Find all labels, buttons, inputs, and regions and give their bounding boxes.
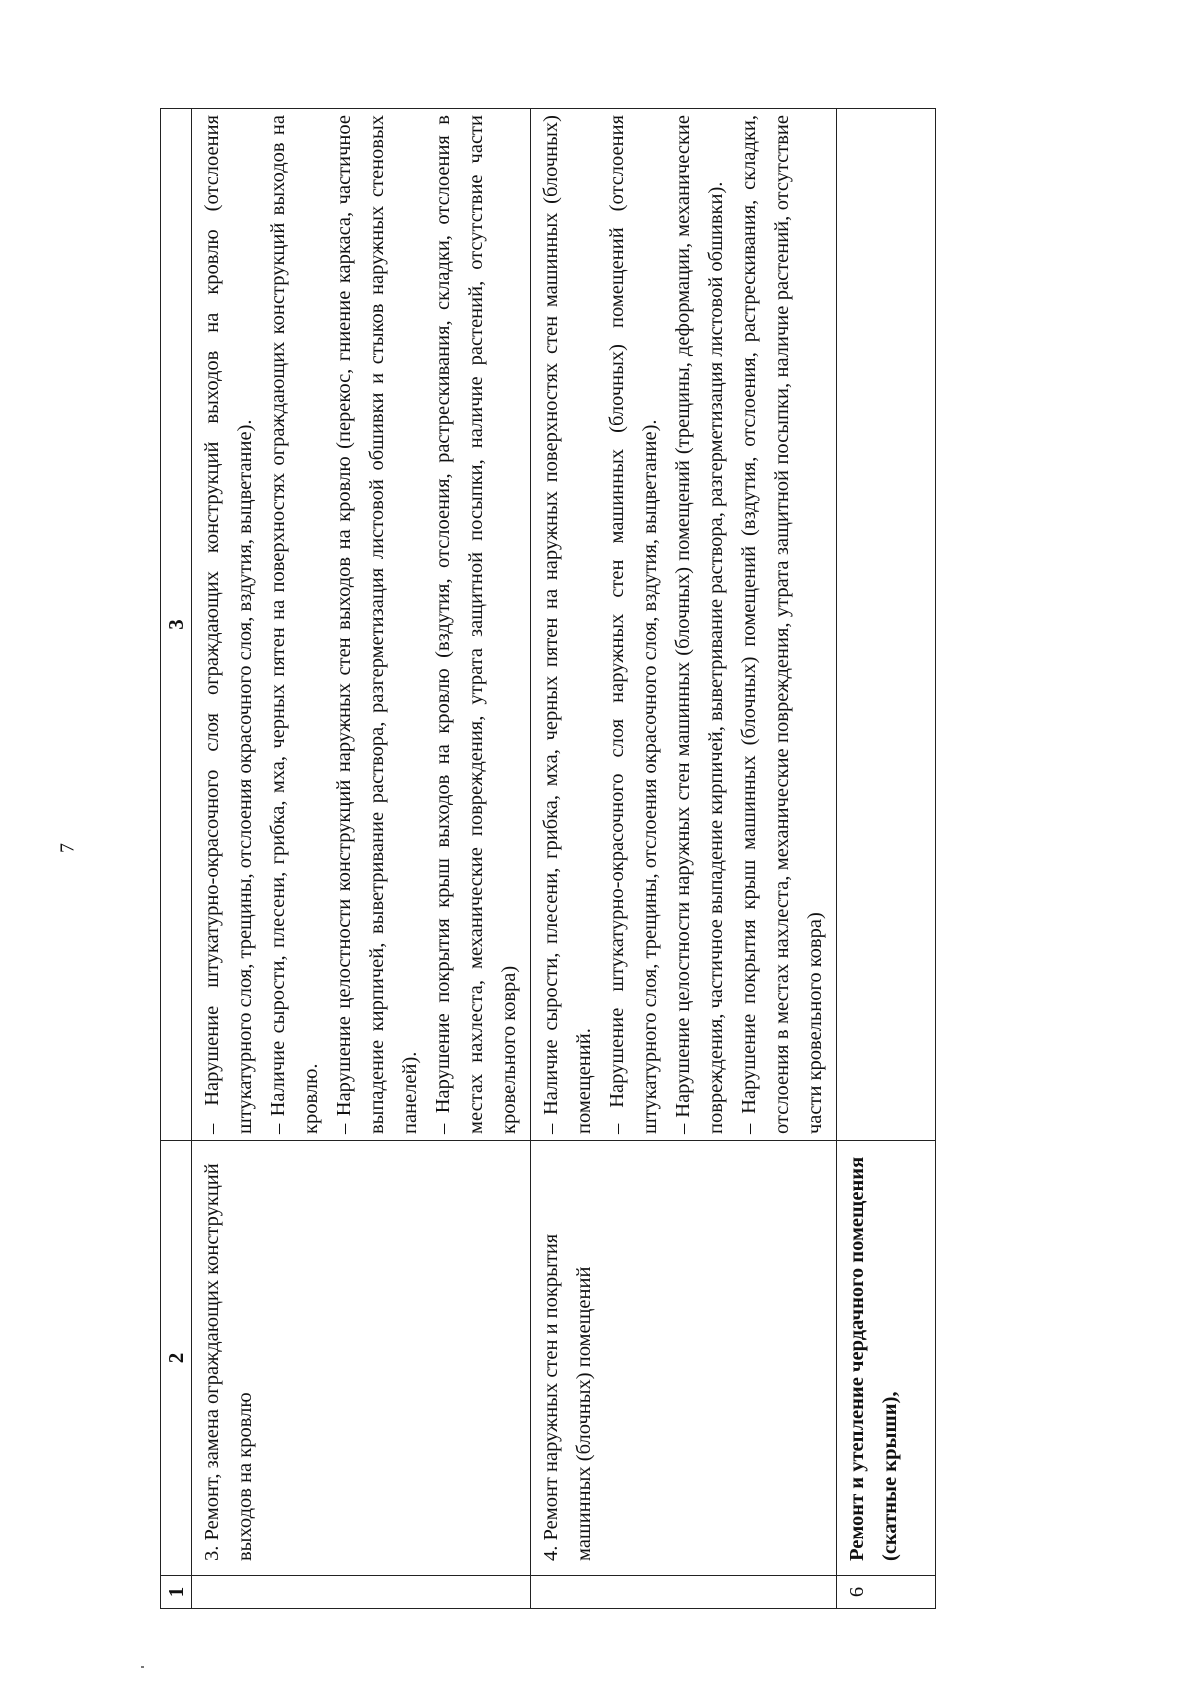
defects-cell (531, 109, 837, 1141)
section-title: Ремонт и утепление чердачного помещения (скатные крыши), (837, 1141, 936, 1576)
defect-item: – Наличие сырости, плесени, грибка, мха, черных пятен на наружных поверхностях стен машинных (блочных) помещений. (540, 115, 595, 1134)
scan-speck (141, 1666, 144, 1668)
header-col-2: 2 (161, 1141, 192, 1576)
defect-item: – Наличие сырости, плесени, грибка, мха, черных пятен на поверхностях ограждающих конструкций выходов на кровлю. (267, 115, 322, 1134)
defect-item: – Нарушение штукатурно-окрасочного слоя наружных стен машинных (блочных) помещений (отслоения штукатурного слоя, трещины, отслоения окрасочного слоя, вздутия, выцветание). (606, 115, 661, 1134)
defect-item: – Нарушение целостности наружных стен машинных (блочных) помещений (трещины, деформации, механические повреждения, частичное выпадение кирпичей, выветривание раствора, разгерметизация листовой обшивки). (672, 115, 727, 1134)
defects-cell (192, 109, 531, 1141)
work-description: 4. Ремонт наружных стен и покрытия машинных (блочных) помещений (531, 1141, 837, 1576)
defect-item: – Нарушение покрытия крыш выходов на кровлю (вздутия, отслоения, растрескивания, складки, отслоения в местах нахлеста, механические повреждения, утрата защитной посыпки, наличие растений, отсутствие части кровельного ковра) (432, 115, 520, 1134)
defects-cell-empty (837, 109, 936, 1141)
header-col-3: 3 (161, 109, 192, 1141)
row-number (192, 1576, 531, 1609)
defects-table (160, 108, 936, 1609)
row-number (531, 1576, 837, 1609)
header-col-1: 1 (161, 1576, 192, 1609)
table-row (531, 109, 837, 1609)
work-description: 3. Ремонт, замена ограждающих конструкций выходов на кровлю (192, 1141, 531, 1576)
defect-item: – Нарушение штукатурно-окрасочного слоя ограждающих конструкций выходов на кровлю (отслоения штукатурного слоя, трещины, отслоения окрасочного слоя, вздутия, выцветание). (201, 115, 256, 1134)
rotated-table-container (160, 109, 1200, 1609)
defect-item: – Нарушение целостности конструкций наружных стен выходов на кровлю (перекос, гниение каркаса, частичное выпадение кирпичей, выветривание раствора, разгерметизация листовой обшивки и стыков наружных стеновых панелей). (333, 115, 421, 1134)
row-number: 6 (837, 1576, 936, 1609)
table-row (192, 109, 531, 1609)
page-number: 7 (56, 843, 79, 853)
table-row (837, 109, 936, 1609)
table-header-row (161, 109, 192, 1609)
defect-item: – Нарушение покрытия крыш машинных (блочных) помещений (вздутия, отслоения, растрескивания, складки, отслоения в местах нахлеста, механические повреждения, утрата защитной посыпки, наличие растений, отсутствие части кровельного ковра) (738, 115, 826, 1134)
